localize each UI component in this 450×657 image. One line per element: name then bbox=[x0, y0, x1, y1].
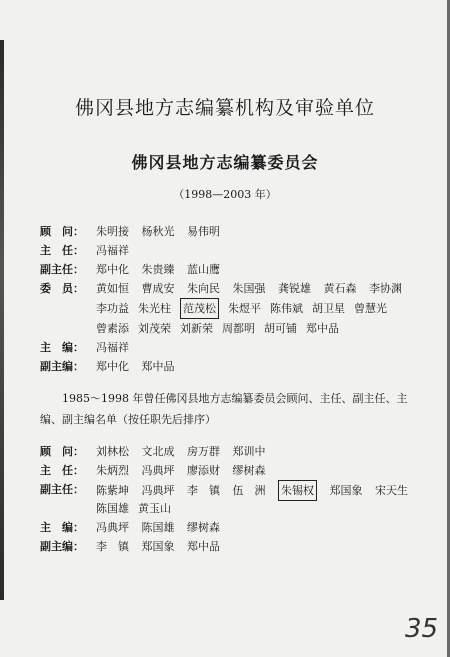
member-name-boxed: 朱锡权 bbox=[278, 480, 317, 501]
member-name: 宋天生 bbox=[375, 484, 408, 497]
period-label: （1998—2003 年） bbox=[173, 188, 277, 201]
member-name: 冯典坪 bbox=[141, 484, 175, 497]
member-name: 缪树森 bbox=[187, 521, 220, 534]
role-label: 主 任： bbox=[40, 244, 84, 257]
role-label: 委 员： bbox=[40, 282, 84, 295]
member-name: 郑国象 bbox=[329, 484, 363, 497]
roster-row bbox=[40, 279, 430, 298]
member-name: 刘茂荣 bbox=[138, 322, 171, 335]
roster-row bbox=[40, 461, 430, 480]
member-name: 朱向民 bbox=[187, 282, 220, 295]
member-name-boxed: 范茂松 bbox=[180, 298, 219, 319]
roster-row bbox=[40, 480, 430, 499]
roster-row bbox=[40, 260, 430, 279]
roster-row bbox=[40, 222, 430, 241]
scan-binding-edge bbox=[0, 40, 4, 600]
role-label: 主 任： bbox=[40, 464, 84, 477]
member-name: 冯典坪 bbox=[141, 464, 175, 477]
member-name: 黄石森 bbox=[323, 282, 357, 295]
member-name: 冯福祥 bbox=[96, 341, 129, 354]
role-label: 主 编： bbox=[40, 521, 84, 534]
member-name: 郑中品 bbox=[141, 360, 175, 373]
roster-row bbox=[40, 319, 430, 338]
member-name: 陈国雄 bbox=[96, 502, 129, 515]
member-name: 朱国强 bbox=[232, 282, 266, 295]
member-name: 朱贵臻 bbox=[141, 263, 175, 276]
member-name: 郑中品 bbox=[306, 322, 339, 335]
committee-title: 佛冈县地方志编纂委员会 bbox=[131, 153, 319, 172]
member-name: 伍 洲 bbox=[232, 484, 266, 497]
handwritten-page-number: 35 bbox=[405, 614, 439, 644]
role-label: 主 编： bbox=[40, 341, 84, 354]
member-name: 郑中品 bbox=[187, 540, 220, 553]
roster-row bbox=[40, 499, 430, 518]
roster-row bbox=[40, 338, 430, 357]
member-name: 郑中化 bbox=[96, 360, 129, 373]
role-label: 顾 问： bbox=[40, 225, 84, 238]
member-name: 冯典坪 bbox=[96, 521, 129, 534]
member-name: 胡可铺 bbox=[264, 322, 297, 335]
member-name: 李 镇 bbox=[96, 540, 129, 553]
member-name: 龚锐雄 bbox=[278, 282, 311, 295]
member-name: 陈国雄 bbox=[141, 521, 175, 534]
member-name: 李功益 bbox=[96, 302, 129, 315]
member-name: 刘林松 bbox=[96, 445, 129, 458]
role-label: 副主任： bbox=[40, 263, 84, 276]
member-name: 杨秋光 bbox=[141, 225, 175, 238]
member-name: 曾慧光 bbox=[354, 302, 387, 315]
member-name: 朱煜平 bbox=[228, 302, 261, 315]
roster-row bbox=[40, 537, 430, 556]
roster-row bbox=[40, 298, 430, 319]
member-name: 李协渊 bbox=[369, 282, 402, 295]
role-label: 副主编： bbox=[40, 360, 84, 373]
committee-roster bbox=[40, 222, 430, 376]
member-name: 蓝山鹰 bbox=[187, 263, 220, 276]
member-name: 房万群 bbox=[187, 445, 220, 458]
member-name: 缪树森 bbox=[232, 464, 266, 477]
member-name: 朱炳烈 bbox=[96, 464, 129, 477]
member-name: 廖添财 bbox=[187, 464, 220, 477]
member-name: 曹成安 bbox=[141, 282, 175, 295]
former-members-paragraph: 1985～1998 年曾任佛冈县地方志编纂委员会顾问、主任、副主任、主编、副主编名单（按任职先后排序） bbox=[40, 392, 408, 426]
role-label: 顾 问： bbox=[40, 445, 84, 458]
role-label: 副主编： bbox=[40, 540, 84, 553]
page-title: 佛冈县地方志编纂机构及审验单位 bbox=[74, 97, 375, 119]
member-name: 刘新荣 bbox=[180, 322, 213, 335]
member-name: 朱明接 bbox=[96, 225, 129, 238]
member-name: 陈紫坤 bbox=[96, 484, 129, 497]
member-name: 周都明 bbox=[222, 322, 255, 335]
role-label: 副主任： bbox=[40, 483, 84, 496]
member-name: 易伟明 bbox=[187, 225, 220, 238]
roster-row bbox=[40, 518, 430, 537]
member-name: 郑国象 bbox=[141, 540, 175, 553]
member-name: 文北成 bbox=[141, 445, 175, 458]
roster-row bbox=[40, 442, 430, 461]
member-name: 郑训中 bbox=[232, 445, 266, 458]
member-name: 陈伟斌 bbox=[270, 302, 303, 315]
member-name: 黄如恒 bbox=[96, 282, 129, 295]
member-name: 郑中化 bbox=[96, 263, 129, 276]
member-name: 曾素添 bbox=[96, 322, 129, 335]
member-name: 胡卫星 bbox=[312, 302, 345, 315]
member-name: 朱光柱 bbox=[138, 302, 171, 315]
roster-row bbox=[40, 357, 430, 376]
member-name: 李 镇 bbox=[187, 484, 220, 497]
member-name: 冯福祥 bbox=[96, 244, 129, 257]
former-roster bbox=[40, 442, 430, 556]
roster-row bbox=[40, 241, 430, 260]
member-name: 黄玉山 bbox=[138, 502, 171, 515]
